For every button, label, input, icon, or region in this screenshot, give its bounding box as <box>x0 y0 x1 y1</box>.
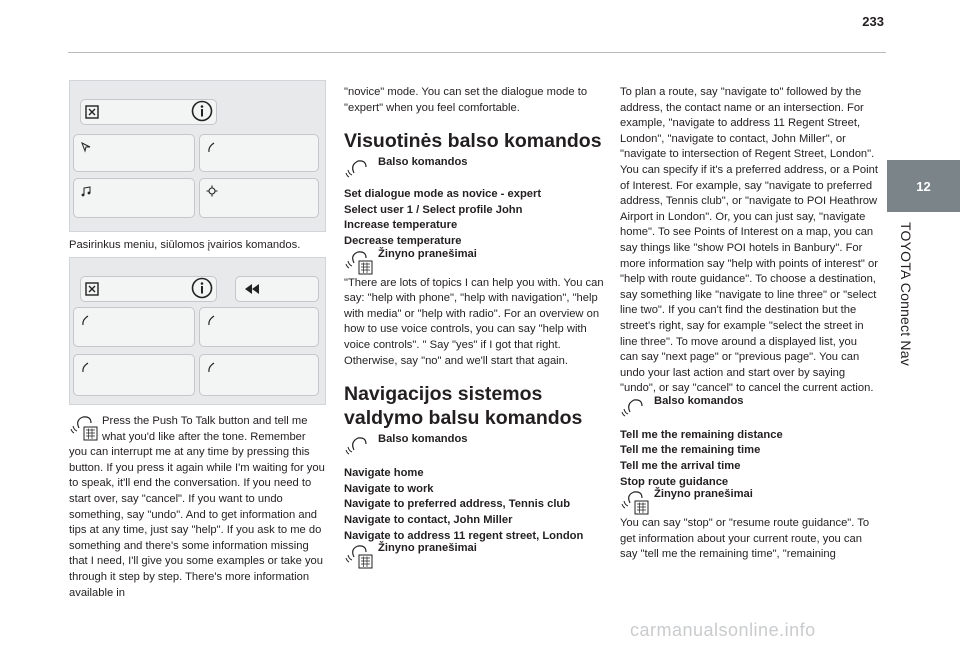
voice-command: Select user 1 / Select profile John <box>344 203 523 216</box>
exit-icon <box>85 105 99 119</box>
music-note-icon <box>80 185 92 197</box>
help-messages-label: Žinyno pranešimai <box>378 542 477 555</box>
gear-icon <box>206 185 218 197</box>
voice-commands-label: Balso komandos <box>378 156 468 169</box>
voice-commands-subhead <box>344 157 606 183</box>
exit-icon <box>85 282 99 296</box>
left-column-text <box>69 414 325 601</box>
voice-command-icon <box>620 396 650 422</box>
voice-commands-subhead <box>620 396 878 422</box>
voice-command: Navigate to contact, John Miller <box>344 513 513 526</box>
help-messages-label: Žinyno pranešimai <box>654 488 753 501</box>
voice-command: Navigate home <box>344 467 424 480</box>
menu-tile[interactable] <box>199 354 319 396</box>
phone-icon <box>206 314 218 326</box>
voice-commands-label: Balso komandos <box>378 433 468 446</box>
voice-command: Tell me the remaining distance <box>620 428 783 441</box>
screen-illustration-2 <box>69 257 326 405</box>
page-number: 233 <box>862 14 884 29</box>
navigation-arrow-icon <box>80 141 92 153</box>
help-message-icon <box>344 249 374 275</box>
screen-illustration-1 <box>69 80 326 232</box>
intro-paragraph: Press the Push To Talk button and tell me what you'd like after the tone. Remember you can interrupt me at any time by pressing this button. If you press it again while I'm waiting for you to speak, it'll end the conversation. If you need to start over, say "cancel". If you want to undo something, say "undo". And to get information and tips at any time, just say "help". If you ask to me do something and there's some information missing that I need, I'll give you some examples or take you through it step by step. There's more information available in <box>69 415 325 599</box>
rewind-icon <box>244 283 260 295</box>
push-to-talk-icon <box>69 414 99 442</box>
voice-command: Stop route guidance <box>620 475 729 488</box>
voice-commands-subhead <box>344 434 606 460</box>
voice-command-icon <box>344 157 374 183</box>
help-message-icon <box>620 489 650 515</box>
voice-command: Tell me the remaining time <box>620 444 761 457</box>
help-message-icon <box>344 543 374 569</box>
menu-tile-media[interactable] <box>73 178 195 218</box>
voice-command: Navigate to address 11 regent street, London <box>344 529 584 542</box>
help-messages-subhead <box>620 489 878 515</box>
section-title-navigation: Navigacijos sistemos valdymo balsu komandos <box>344 383 583 430</box>
middle-column <box>344 85 606 569</box>
voice-command: Decrease temperature <box>344 234 462 247</box>
help-messages-subhead <box>344 543 606 569</box>
phone-icon <box>206 361 218 373</box>
help-messages-subhead <box>344 249 606 275</box>
figure-caption-1: Pasirinkus meniu, siūlomos įvairios komandos. <box>69 239 301 251</box>
continuation-paragraph: "novice" mode. You can set the dialogue mode to "expert" when you feel comfortable. <box>344 86 588 114</box>
help-paragraph: "There are lots of topics I can help you with. You can say: "help with phone", "help with navigation", "help with media" or "help with radio". For an overview on how to use voice controls, you can say "help with voice controls". " Say "yes" if I got that right. Otherwise, say "no" and we'll start that again. <box>344 276 604 367</box>
top-divider <box>68 52 886 53</box>
chapter-side-title: TOYOTA Connect Nav <box>898 222 914 366</box>
voice-command: Tell me the arrival time <box>620 460 741 473</box>
menu-tile[interactable] <box>199 307 319 347</box>
help-messages-label: Žinyno pranešimai <box>378 247 477 260</box>
voice-command: Increase temperature <box>344 219 458 232</box>
phone-icon <box>80 314 92 326</box>
voice-command: Navigate to preferred address, Tennis club <box>344 498 571 511</box>
right-column <box>620 85 878 563</box>
voice-command: Navigate to work <box>344 482 434 495</box>
navigation-help-paragraph: To plan a route, say "navigate to" followed by the address, the contact name or an intersection. For example, "navigate to address 11 Regent Street, London", "navigate to contact, John Miller", or "navigate to intersection of Regent Street, London". You can specify if it's a preferred address, or a Point of Interest. For example, say "navigate to preferred address, Tennis club", or "navigate to POI Heathrow Airport in London". Or, you can just say, "navigate home". To see Points of Interest on a map, you can say things like "show POI hotels in Banbury". For more information say "help with points of interest" or "help with route guidance". To choose a destination, say something like "navigate to line three" or "select line two". If you can't find the destination but the street's right, say for example "select the street in line three". To move around a displayed list, you can say "next page" or "previous page". You can undo your last action and start over by saying "undo", or say "cancel" to cancel the current action. <box>620 86 878 395</box>
menu-tile-navigation[interactable] <box>73 134 195 172</box>
watermark: carmanualsonline.info <box>630 620 816 640</box>
route-help-paragraph: You can say "stop" or "resume route guidance". To get information about your current route, you can say "tell me the remaining time", "remaining <box>620 517 870 561</box>
menu-tile[interactable] <box>73 354 195 396</box>
info-icon <box>191 277 213 299</box>
back-tile[interactable] <box>235 276 319 302</box>
section-title-global: Visuotinės balso komandos <box>344 130 602 153</box>
menu-tile-phone[interactable] <box>199 134 319 172</box>
info-icon <box>191 100 213 122</box>
phone-icon <box>80 361 92 373</box>
voice-command: Set dialogue mode as novice - expert <box>344 188 542 201</box>
voice-command-icon <box>344 434 374 460</box>
chapter-tab[interactable]: 12 <box>887 160 960 212</box>
voice-commands-label: Balso komandos <box>654 394 744 407</box>
menu-tile[interactable] <box>73 307 195 347</box>
phone-icon <box>206 141 218 153</box>
menu-tile-settings[interactable] <box>199 178 319 218</box>
